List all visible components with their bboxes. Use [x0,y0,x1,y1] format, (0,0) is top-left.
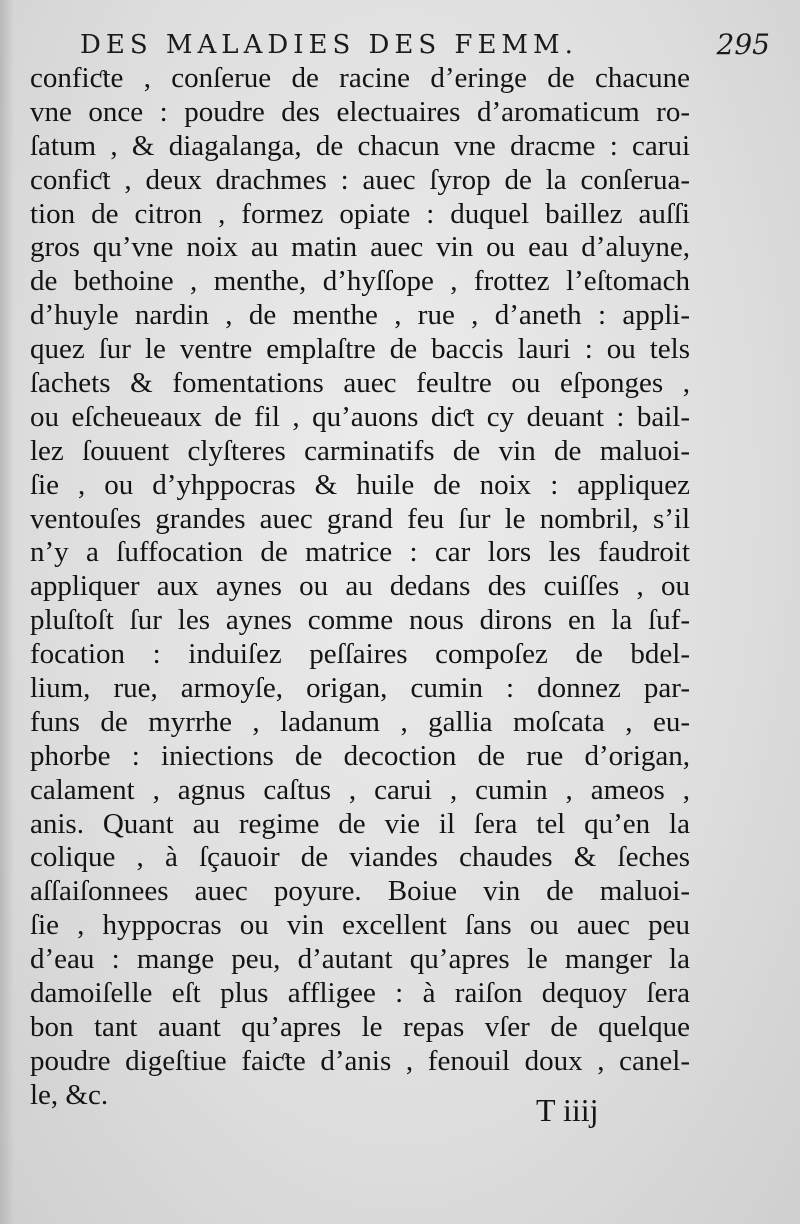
text-line: d’huyle nardin , de menthe , rue , d’aneth : appli- [30,299,690,332]
text-line: focation : induiſez peſſaires compoſez de bdel- [30,638,690,671]
text-line: anis. Quant au regime de vie il ſera tel qu’en la [30,807,690,840]
text-line: ſachets & fomentations auec feultre ou eſponges , [30,367,690,400]
running-head [80,26,770,66]
text-line: de bethoine , menthe, d’hyſſope , frottez l’eſtomach [30,265,690,298]
text-line: lium, rue, armoyſe, origan, cumin : donnez par- [30,672,690,705]
text-line: n’y a ſuffocation de matrice : car lors les faudroit [30,536,690,569]
text-line: vne once : poudre des electuaires d’aromaticum ro- [30,95,690,128]
text-line: calament , agnus caſtus , carui , cumin , ameos , [30,773,690,806]
text-line: tion de citron , formez opiate : duquel baillez auſſi [30,197,690,230]
text-line: ſie , hyppocras ou vin excellent ſans ou auec peu [30,909,690,942]
text-line: gros qu’vne noix au matin auec vin ou eau d’aluyne, [30,231,690,264]
text-line: confiƈt , deux drachmes : auec ſyrop de la conſerua- [30,163,690,196]
text-line: ſie , ou d’yhppocras & huile de noix : appliquez [30,468,690,501]
body-text [30,62,690,1113]
page-gutter-shadow [0,0,14,1224]
text-line: le, &c. [30,1078,109,1111]
text-line: damoiſelle eſt plus affligee : à raiſon dequoy ſera [30,977,690,1010]
text-line: poudre digeſtiue faiƈte d’anis , fenouil doux , canel- [30,1044,690,1077]
text-line: aſſaiſonnees auec poyure. Boiue vin de maluoi- [30,875,690,908]
text-line: quez ſur le ventre emplaſtre de baccis lauri : ou tels [30,333,690,366]
running-head-title: DES MALADIES DES FEMM. [80,30,578,60]
text-line: colique , à ſçauoir de viandes chaudes & ſeches [30,841,690,874]
text-line: funs de myrrhe , ladanum , gallia moſcata , eu- [30,705,690,738]
signature-mark: T iiij [536,1092,599,1128]
text-line: ventouſes grandes auec grand feu ſur le nombril, s’il [30,502,690,535]
page-number: 295 [716,28,770,61]
text-line: appliquer aux aynes ou au dedans des cuiſſes , ou [30,570,690,603]
text-line: ou eſcheueaux de fil , qu’auons diƈt cy deuant : bail- [30,400,690,433]
text-line: phorbe : iniections de decoction de rue d’origan, [30,739,690,772]
text-line: bon tant auant qu’apres le repas vſer de quelque [30,1010,690,1043]
text-line: lez ſouuent clyſteres carminatifs de vin de maluoi- [30,434,690,467]
text-line: d’eau : mange peu, d’autant qu’apres le manger la [30,943,690,976]
text-line: confiƈte , conſerue de racine d’eringe de chacune [30,62,690,94]
text-line: pluſtoſt ſur les aynes comme nous dirons en la ſuf- [30,604,690,637]
text-line: ſatum , & diagalanga, de chacun vne dracme : carui [30,129,690,162]
